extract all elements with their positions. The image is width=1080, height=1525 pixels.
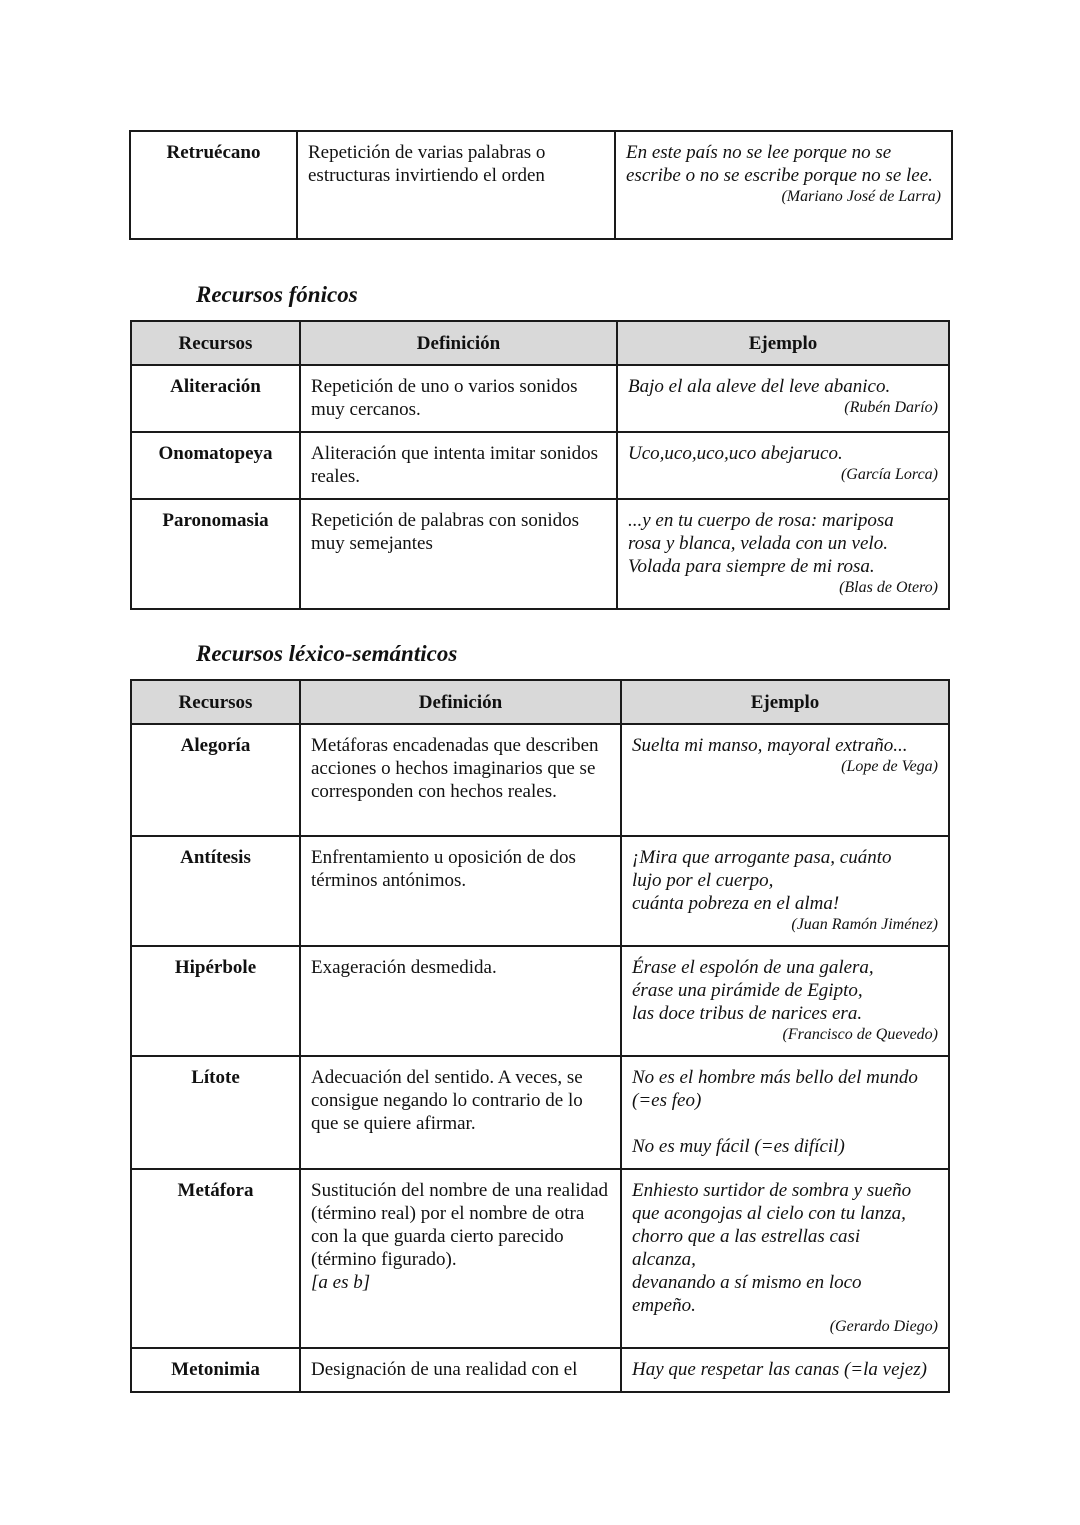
resource-example [621,946,949,1056]
table-row [131,1348,949,1392]
table-row [131,365,949,432]
header-resource: Recursos [131,321,300,365]
definition-formula: [a es b] [311,1272,371,1293]
resource-definition: Designación de una realidad con el [300,1348,621,1392]
example-line: No es muy fácil (=es difícil) [632,1136,845,1157]
example-author: (García Lorca) [840,466,938,483]
example-line: No es el hombre más bello del mundo (=es feo) [632,1067,918,1111]
example-author: (Juan Ramón Jiménez) [791,916,938,933]
table-row [131,1056,949,1169]
example-line: Volada para siempre de mi rosa. [628,556,875,577]
resource-definition: Repetición de palabras con sonidos muy semejantes [300,499,617,609]
resource-name: Antítesis [131,836,300,946]
example-author: (Lope de Vega) [841,758,938,775]
example-author: (Blas de Otero) [839,579,938,596]
resource-example [621,836,949,946]
continuation-table [129,130,953,240]
table-row [131,836,949,946]
resource-name: Paronomasia [131,499,300,609]
resource-example [617,432,949,499]
resource-definition [300,1169,621,1348]
table-row [131,432,949,499]
header-example: Ejemplo [617,321,949,365]
resource-example [621,1169,949,1348]
resource-definition: Metáforas encadenadas que describen acciones o hechos imaginarios que se corresponden con hechos reales. [300,724,621,836]
example-line: érase una pirámide de Egipto, [632,980,863,1001]
resource-definition: Repetición de uno o varios sonidos muy cercanos. [300,365,617,432]
example-line: Hay que respetar las canas (=la vejez) [632,1359,927,1380]
example-author: (Rubén Darío) [844,399,938,416]
example-line: empeño. [632,1295,696,1316]
example-author: (Mariano José de Larra) [781,188,941,205]
example-line: devanando a sí mismo en loco [632,1272,862,1293]
lexico-table [130,679,950,1393]
resource-name: Hipérbole [131,946,300,1056]
header-definition: Definición [300,321,617,365]
resource-name: Metonimia [131,1348,300,1392]
header-example: Ejemplo [621,680,949,724]
resource-example [617,365,949,432]
example-line: Uco,uco,uco,uco abejaruco. [628,443,843,464]
header-resource: Recursos [131,680,300,724]
resource-example [621,1348,949,1392]
example-line: Érase el espolón de una galera, [632,957,874,978]
header-definition: Definición [300,680,621,724]
fonicos-table [130,320,950,610]
example-line: Bajo el ala aleve del leve abanico. [628,376,891,397]
resource-example [615,131,952,239]
resource-name: Retruécano [130,131,297,239]
resource-definition: Repetición de varias palabras o estructuras invirtiendo el orden [297,131,615,239]
example-line: alcanza, [632,1249,696,1270]
section-title-fonicos: Recursos fónicos [196,282,358,307]
example-line: En este país no se lee porque no se escribe o no se escribe porque no se lee. [626,142,933,186]
resource-example [621,724,949,836]
resource-example [621,1056,949,1169]
resource-definition: Exageración desmedida. [300,946,621,1056]
resource-name: Metáfora [131,1169,300,1348]
example-line: Enhiesto surtidor de sombra y sueño [632,1180,912,1201]
resource-name: Alegoría [131,724,300,836]
table-header-row [131,321,949,365]
table-row [131,946,949,1056]
table-row [130,131,952,239]
resource-name: Onomatopeya [131,432,300,499]
table-row [131,724,949,836]
resource-name: Lítote [131,1056,300,1169]
definition-text: Sustitución del nombre de una realidad (término real) por el nombre de otra con la que guarda cierto parecido (término figurado). [311,1180,609,1270]
example-spacer [632,1112,938,1135]
section-title-lexico: Recursos léxico-semánticos [196,641,458,666]
resource-example [617,499,949,609]
resource-name: Aliteración [131,365,300,432]
table-row [131,1169,949,1348]
example-author: (Francisco de Quevedo) [782,1026,938,1043]
example-line: rosa y blanca, velada con un velo. [628,533,888,554]
table-header-row [131,680,949,724]
example-line: chorro que a las estrellas casi [632,1226,861,1247]
example-author: (Gerardo Diego) [829,1318,938,1335]
example-line: ...y en tu cuerpo de rosa: mariposa [628,510,894,531]
example-line: cuánta pobreza en el alma! [632,893,840,914]
table-row [131,499,949,609]
example-line: ¡Mira que arrogante pasa, cuánto [632,847,892,868]
example-line: Suelta mi manso, mayoral extraño... [632,735,908,756]
example-line: lujo por el cuerpo, [632,870,774,891]
example-line: que acongojas al cielo con tu lanza, [632,1203,906,1224]
resource-definition: Aliteración que intenta imitar sonidos reales. [300,432,617,499]
resource-definition: Adecuación del sentido. A veces, se consigue negando lo contrario de lo que se quiere afirmar. [300,1056,621,1169]
example-line: las doce tribus de narices era. [632,1003,863,1024]
resource-definition: Enfrentamiento u oposición de dos términos antónimos. [300,836,621,946]
